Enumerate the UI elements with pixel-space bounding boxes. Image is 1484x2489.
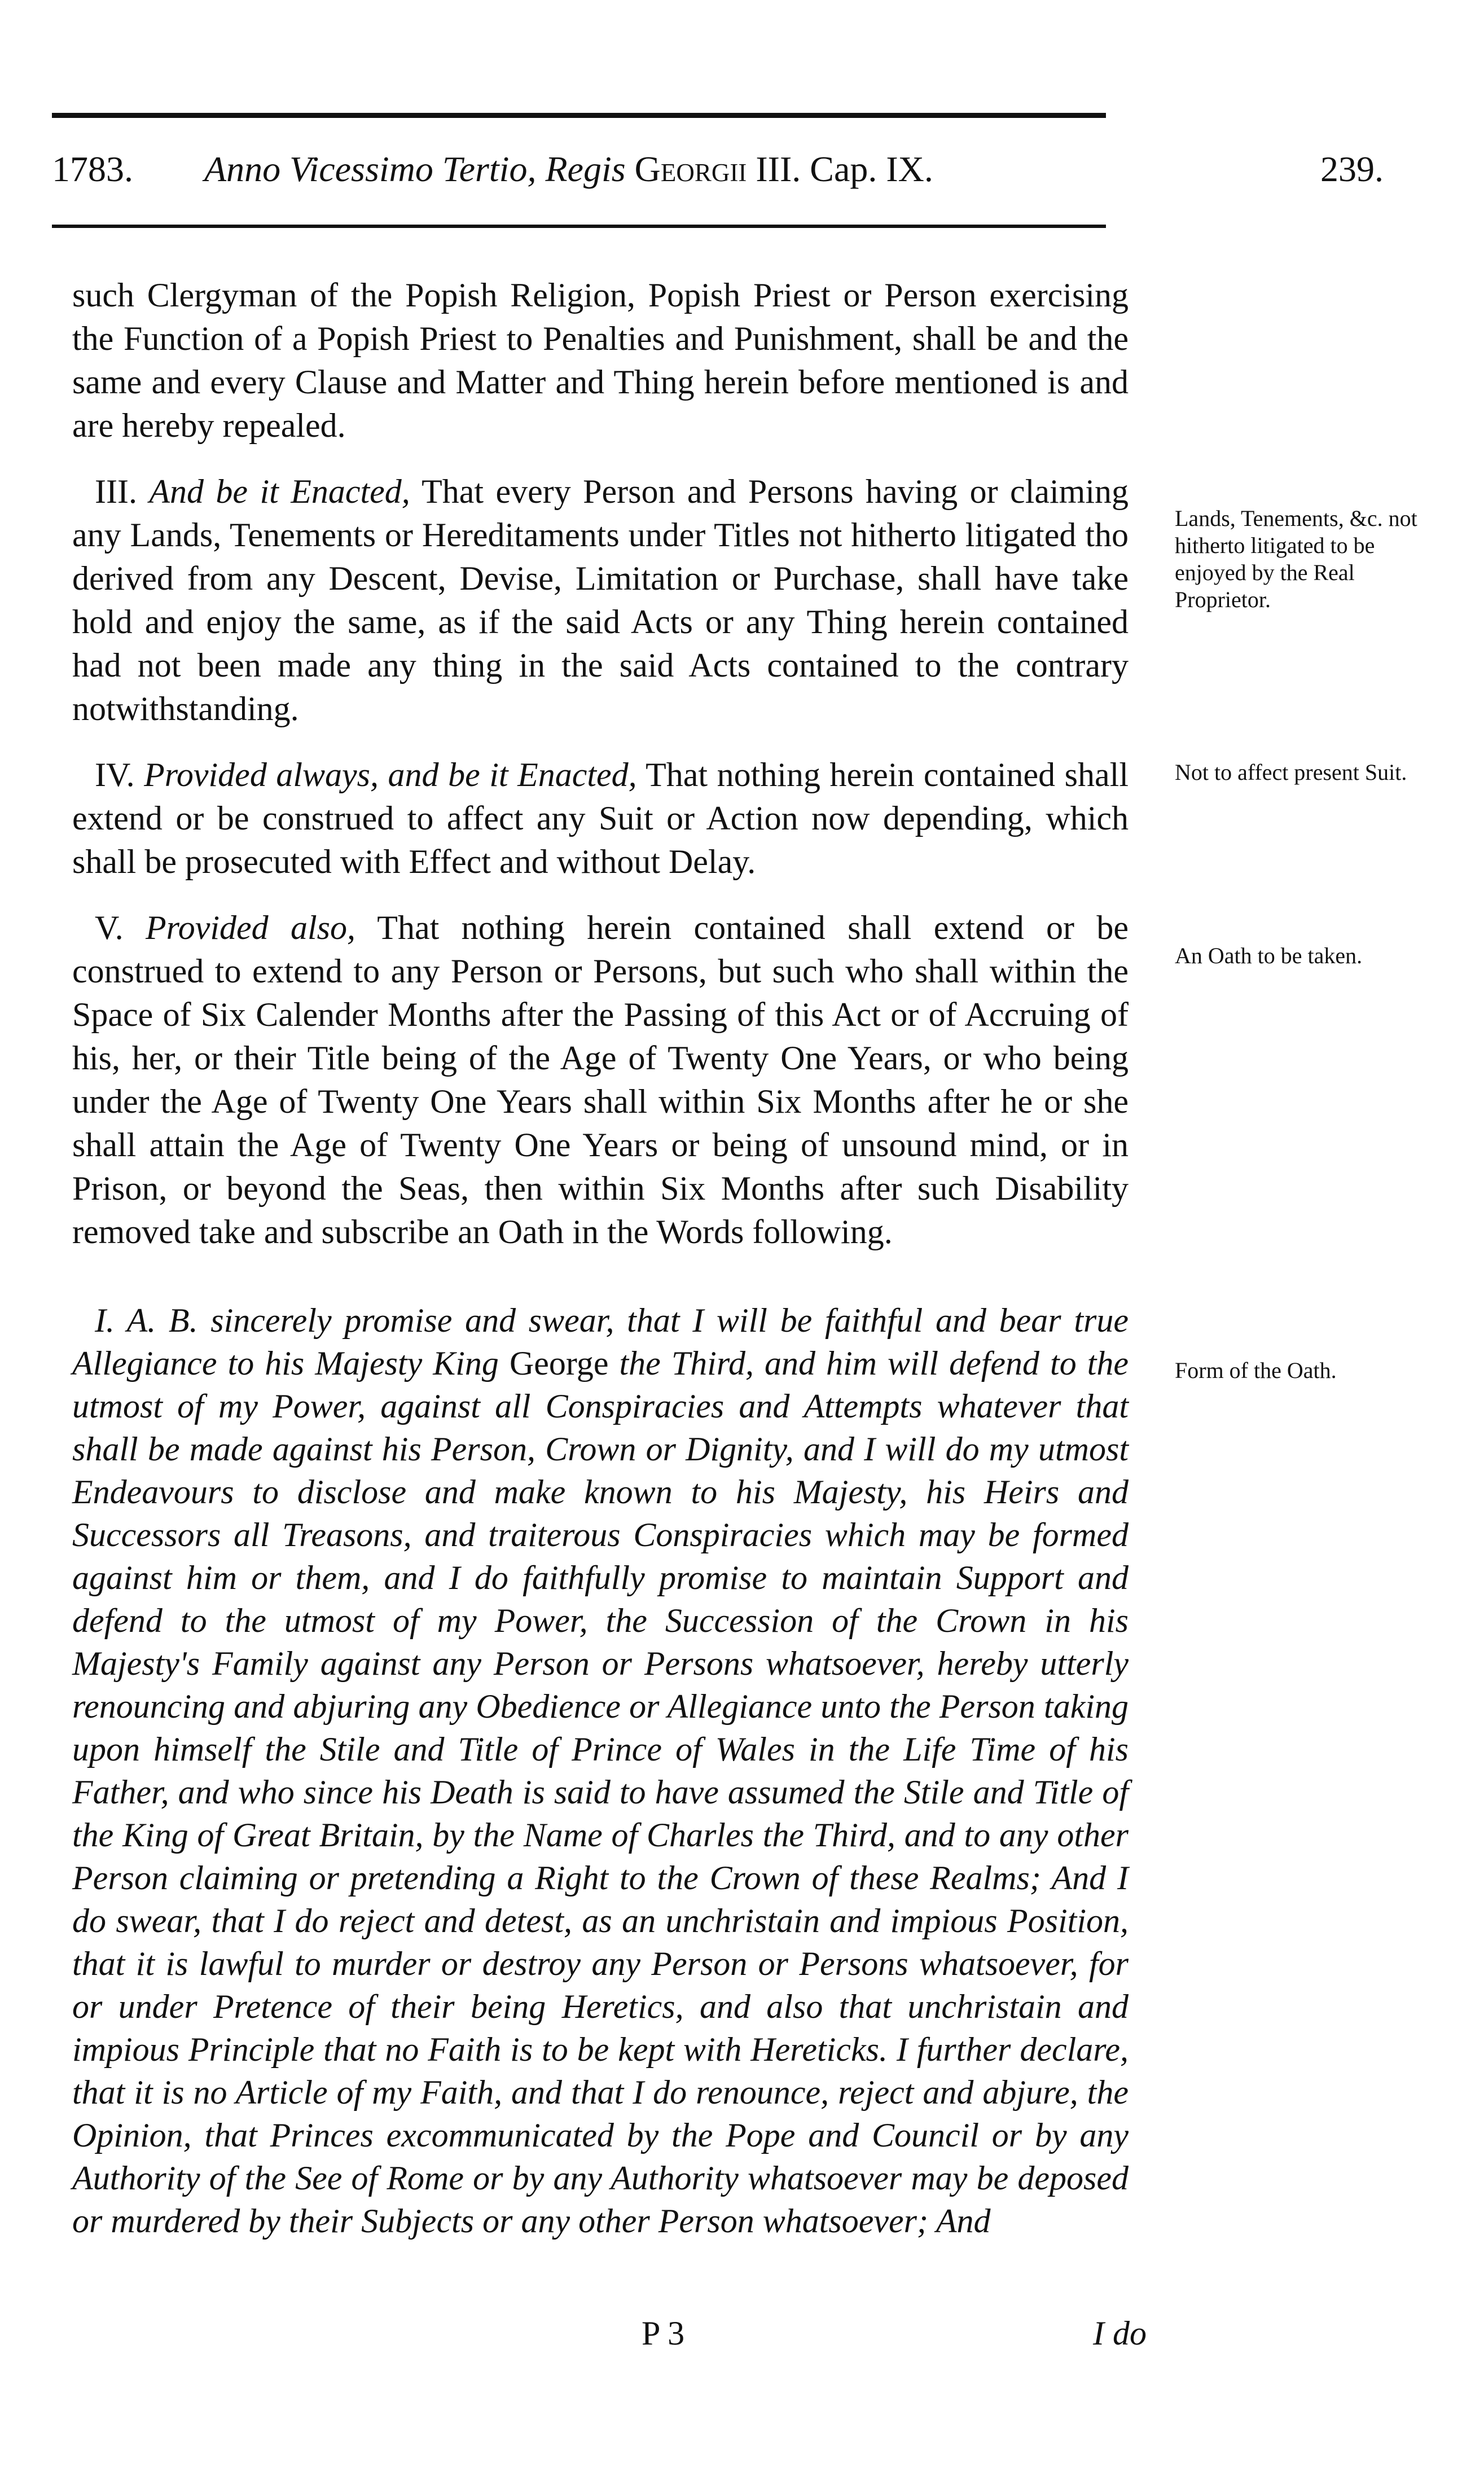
oath-part-1: I. A. B. sincerely promise and swear, that I will be faithful and bear true Allegiance to his Majesty King <box>72 1302 1129 1382</box>
running-head-chapter: III. Cap. IX. <box>756 149 933 189</box>
page-footer <box>52 2308 1147 2359</box>
oath-part-2: the Third, and him will defend to the utmost of my Power, against all Conspiracies and Attempts whatever that shall be made against his Person, Crown or Dignity, and I will do my utmost Endeavours to disclose and make known to his Majesty, his Heirs and Successors all Treasons, and traiterous Conspiracies which may be formed against him or them, and I do faithfully promise to maintain Support and defend to the utmost of my Power, the Succession of the Crown in his Majesty's Family against any Person or Persons whatsoever, hereby utterly renouncing and abjuring any Obedience or Allegiance unto the Person taking upon himself the Stile and Title of Prince of Wales in the Life Time of his Father, and who since his Death is said to have assumed the Stile and Title of the King of Great Britain, by the Name of Charles the Third, and to any other Person claiming or pretending a Right to the Crown of these Realms; And I do swear, that I do reject and detest, as an unchristain and impious Position, that it is lawful to murder or destroy any Person or Persons whatsoever, for or under Pretence of their being Heretics, and also that unchristain and impious Principle that no Faith is to be kept with Hereticks. I further declare, that it is no Article of my Faith, and that I do renounce, reject and abjure, the Opinion, that Princes excommunicated by the Pope and Council or by any Authority of the See of Rome or by any Authority whatsoever may be deposed or murdered by their Subjects or any other Person whatsoever; And <box>72 1345 1129 2240</box>
margin-note-oath: An Oath to be taken. <box>1175 943 1363 968</box>
margin-note-suit: Not to affect present Suit. <box>1175 760 1407 785</box>
main-text <box>72 274 1129 2242</box>
signature-mark: P 3 <box>642 2315 685 2352</box>
section-iv-lead: Provided always, and be it Enacted, <box>144 756 637 793</box>
section-iv <box>72 753 1129 884</box>
top-rule <box>52 113 1106 118</box>
section-iv-number: IV. <box>95 756 135 793</box>
running-head-title <box>204 135 933 203</box>
continued-paragraph <box>72 274 1129 447</box>
oath-text <box>72 1299 1129 2242</box>
section-v-number: V. <box>95 909 124 946</box>
section-iii <box>72 470 1129 731</box>
section-iii-lead: And be it Enacted, <box>149 473 410 510</box>
section-iv-text: That nothing herein contained shall extend or be construed to affect any Suit or Action now depending, which shall be prosecuted with Effect and without Delay. <box>72 756 1129 880</box>
oath-king-name: George <box>509 1345 609 1382</box>
running-head-title-italic: Anno Vicessimo Tertio, Regis <box>204 149 626 189</box>
section-v-lead: Provided also, <box>145 909 356 946</box>
section-iii-number: III. <box>95 473 137 510</box>
page-number: 239. <box>1320 149 1384 189</box>
section-iii-text: That every Person and Persons having or claiming any Lands, Tenements or Hereditaments under Titles not hitherto litigated tho derived from any Descent, Devise, Limitation or Purchase, shall have take hold and enjoy the same, as if the said Acts or any Thing herein contained had not been made any thing in the said Acts contained to the contrary notwithstanding. <box>72 473 1129 727</box>
running-head-year: 1783. <box>52 149 133 189</box>
catchword: I do <box>1093 2315 1147 2352</box>
continued-paragraph-text: such Clergyman of the Popish Religion, Popish Priest or Person exercising the Function of a Popish Priest to Penalties and Punishment, shall be and the same and every Clause and Matter and Thing herein before mentioned is and are hereby repealed. <box>72 276 1129 444</box>
running-head-king: Georgii <box>634 149 747 189</box>
margin-note-form-of-oath: Form of the Oath. <box>1175 1358 1337 1383</box>
running-head <box>52 135 1384 203</box>
section-v-text: That nothing herein contained shall extend or be construed to extend to any Person or Persons, but such who shall within the Space of Six Calender Months after the Passing of this Act or of Accruing of his, her, or their Title being of the Age of Twenty One Years, or who being under the Age of Twenty One Years shall within Six Months after he or she shall attain the Age of Twenty One Years or being of unsound mind, or in Prison, or beyond the Seas, then within Six Months after such Disability removed take and subscribe an Oath in the Words following. <box>72 909 1129 1250</box>
head-rule <box>52 225 1106 228</box>
margin-note-lands: Lands, Tenements, &c. not hitherto litigated to be enjoyed by the Real Proprietor. <box>1175 506 1417 612</box>
section-v <box>72 906 1129 1254</box>
